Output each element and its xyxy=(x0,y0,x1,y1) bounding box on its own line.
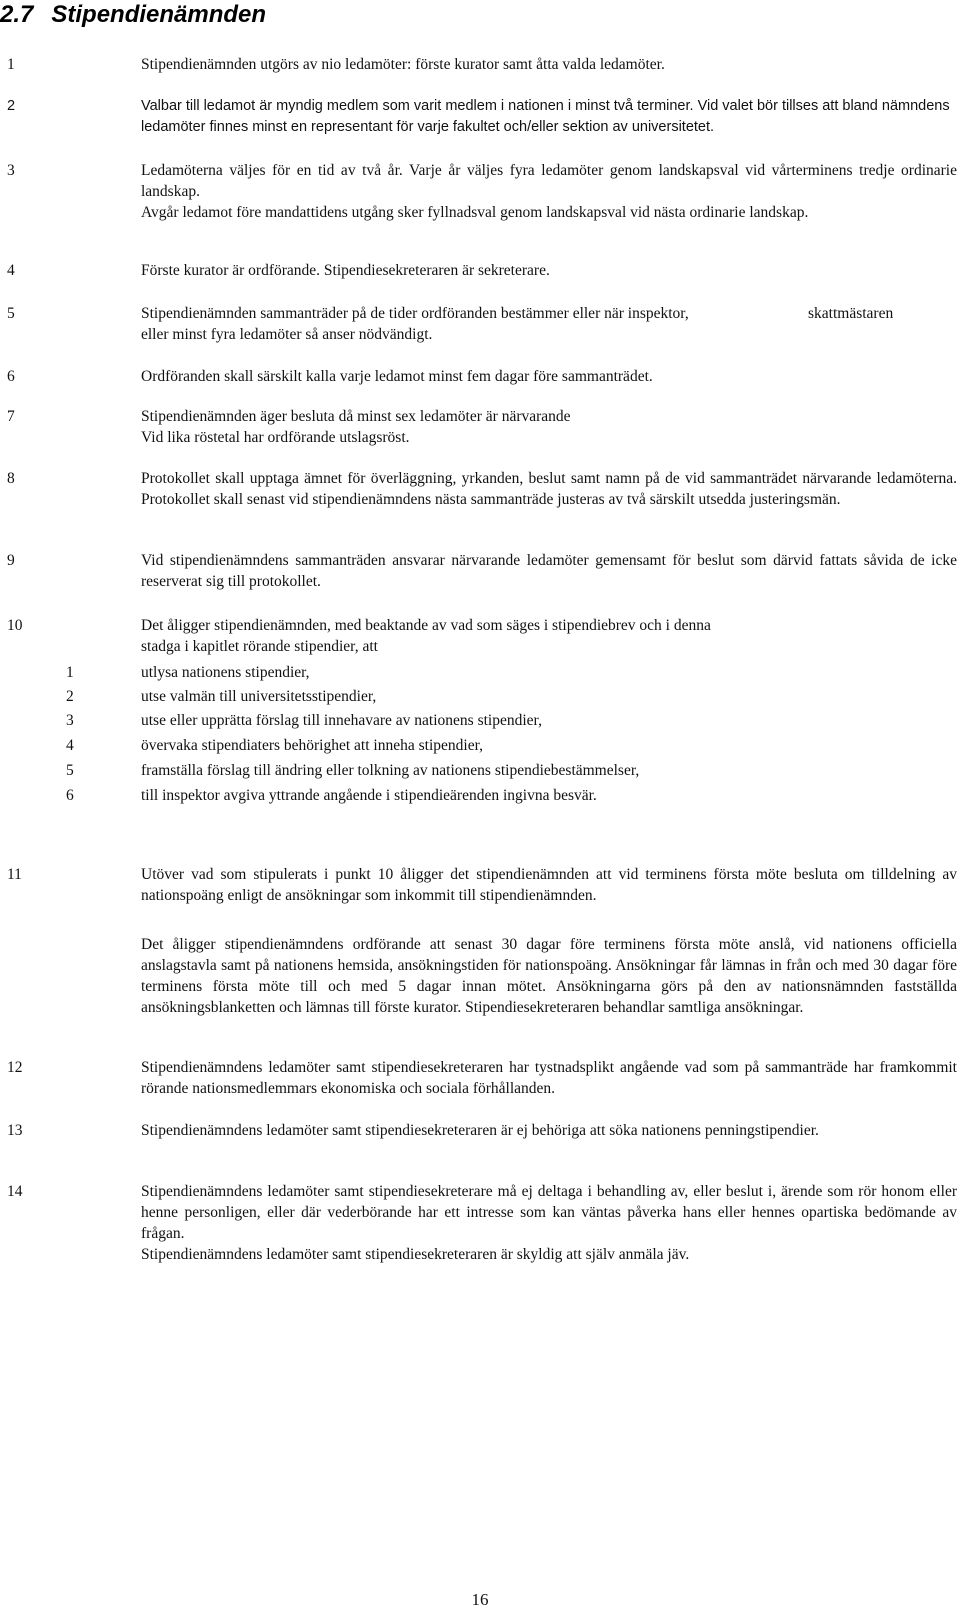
paragraph-text: Valbar till ledamot är myndig medlem som varit medlem i nationen i minst två terminer. Vid valet bör tillses att bland nämndens ledamöter finnes minst en representant för varje fakultet och/eller sektion av universitetet. xyxy=(141,98,950,135)
paragraph-text: Stipendienämndens ledamöter samt stipendiesekreterare må ej deltaga i behandling av, eller beslut i, ärende som rör honom eller henne personligen, eller där vederbörande har ett intresse som kan väntas påverka hans eller hennes opartiska bedömande av frågan. xyxy=(141,1183,957,1242)
paragraph-side-word: skattmästaren xyxy=(808,305,894,322)
list-item-number: 5 xyxy=(66,762,74,779)
paragraph-number: 1 xyxy=(7,56,15,73)
paragraph-text: Stipendienämndens ledamöter samt stipendiesekreteraren har tystnadsplikt angående vad som på sammanträde har framkommit rörande nationsmedlemmars ekonomiska och sociala förhållanden. xyxy=(141,1059,957,1097)
paragraph-text: Stipendienämnden äger besluta då minst sex ledamöter är närvarande xyxy=(141,408,571,425)
list-item-number: 2 xyxy=(66,688,74,705)
paragraph-text: Stipendienämndens ledamöter samt stipendiesekreteraren är ej behöriga att söka nationens penningstipendier. xyxy=(141,1122,819,1139)
paragraph-text: Det åligger stipendienämndens ordförande att senast 30 dagar före terminens första möte anslå, vid nationens officiella anslagstavla samt på nationens hemsida, ansökningstiden för nationspoäng. Ansökningar får lämnas in från och med 30 dagar före terminens första möte till och med 5 dagar innan mötet. Ansökningarna görs på den av nationsnämnden fastställda ansökningsblanketten och lämnas till förste kurator. Stipendiesekreteraren behandlar samtliga ansökningar. xyxy=(141,936,957,1016)
paragraph-text: Förste kurator är ordförande. Stipendiesekreteraren är sekreterare. xyxy=(141,262,550,279)
list-item-number: 1 xyxy=(66,664,74,681)
paragraph-number: 3 xyxy=(7,162,15,179)
paragraph-text: Ordföranden skall särskilt kalla varje ledamot minst fem dagar före sammanträdet. xyxy=(141,368,653,385)
list-item-text: utse valmän till universitetsstipendier, xyxy=(141,688,377,705)
section-number: 2.7 xyxy=(0,1,34,28)
list-item-text: utse eller upprätta förslag till innehavare av nationens stipendier, xyxy=(141,712,542,729)
paragraph-number: 10 xyxy=(7,617,23,634)
paragraph-number: 9 xyxy=(7,552,15,569)
paragraph-number: 5 xyxy=(7,305,15,322)
paragraph-number: 6 xyxy=(7,368,15,385)
list-item-number: 3 xyxy=(66,712,74,729)
paragraph-text: Ledamöterna väljes för en tid av två år. Varje år väljes fyra ledamöter genom landskapsval vid vårterminens tredje ordinarie landskap. xyxy=(141,162,957,200)
list-item-text: framställa förslag till ändring eller tolkning av nationens stipendiebestämmelser, xyxy=(141,762,640,779)
paragraph-number: 14 xyxy=(7,1183,23,1200)
paragraph-number: 2 xyxy=(7,98,16,114)
paragraph-text: Utöver vad som stipulerats i punkt 10 åligger det stipendienämnden att vid terminens första möte besluta om tilldelning av nationspoäng enligt de ansökningar som inkommit till stipendienämnden. xyxy=(141,866,957,904)
paragraph-number: 7 xyxy=(7,408,15,425)
paragraph-text: eller minst fyra ledamöter så anser nödvändigt. xyxy=(141,326,433,343)
paragraph-text: Avgår ledamot före mandattidens utgång sker fyllnadsval genom landskapsval vid nästa ordinarie landskap. xyxy=(141,204,809,221)
paragraph-number: 4 xyxy=(7,262,15,279)
paragraph-text: Stipendienämnden utgörs av nio ledamöter: förste kurator samt åtta valda ledamöter. xyxy=(141,56,665,73)
paragraph-text: Vid stipendienämndens sammanträden ansvarar närvarande ledamöter gemensamt för beslut som därvid fattats såvida de icke reserverat sig till protokollet. xyxy=(141,552,957,590)
page-number: 16 xyxy=(471,1590,489,1609)
paragraph-number: 13 xyxy=(7,1122,23,1139)
list-item-number: 6 xyxy=(66,787,74,804)
paragraph-text: Det åligger stipendienämnden, med beaktande av vad som säges i stipendiebrev och i denna xyxy=(141,617,711,634)
list-item-text: utlysa nationens stipendier, xyxy=(141,664,310,681)
list-item-text: till inspektor avgiva yttrande angående i stipendieärenden ingivna besvär. xyxy=(141,787,597,804)
section-heading xyxy=(0,0,266,30)
paragraph-text: Stipendienämnden sammanträder på de tider ordföranden bestämmer eller när inspektor, xyxy=(141,305,689,322)
list-item-text: övervaka stipendiaters behörighet att inneha stipendier, xyxy=(141,737,483,754)
paragraph-number: 12 xyxy=(7,1059,23,1076)
paragraph-text: Stipendienämndens ledamöter samt stipendiesekreteraren är skyldig att själv anmäla jäv. xyxy=(141,1246,690,1263)
paragraph-text: Protokollet skall upptaga ämnet för överläggning, yrkanden, beslut samt namn på de vid sammanträdet närvarande ledamöterna. Protokollet skall senast vid stipendienämndens nästa sammanträde justeras av två särskilt utsedda justeringsmän. xyxy=(141,470,957,508)
paragraph-text: stadga i kapitlet rörande stipendier, att xyxy=(141,638,378,655)
paragraph-text: Vid lika röstetal har ordförande utslagsröst. xyxy=(141,429,410,446)
list-item-number: 4 xyxy=(66,737,74,754)
paragraph-number: 11 xyxy=(7,866,22,883)
section-title: Stipendienämnden xyxy=(51,1,267,28)
paragraph-number: 8 xyxy=(7,470,15,487)
